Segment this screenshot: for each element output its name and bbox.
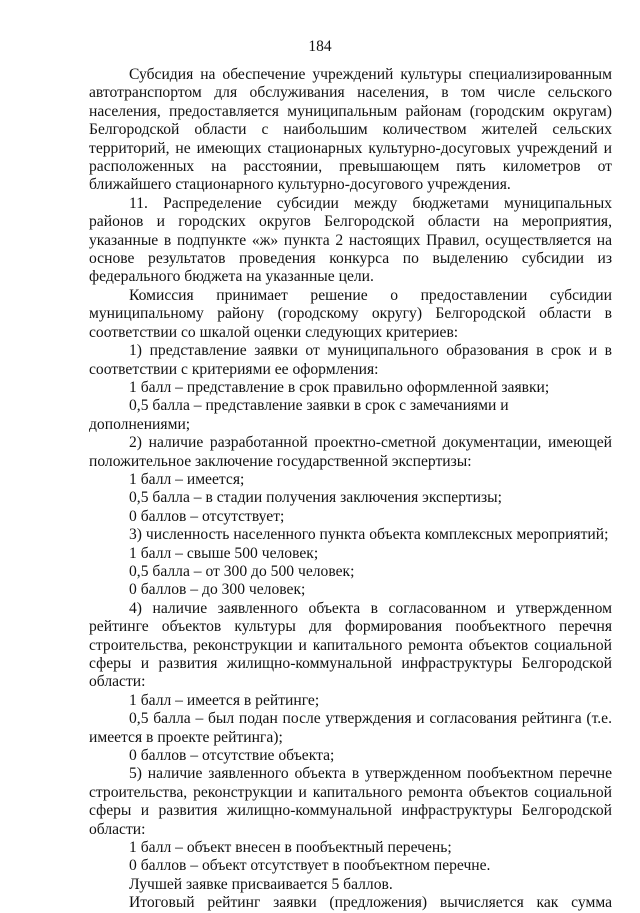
criterion-4-score-0-5: 0,5 балла – был подан после утверждения и согласования рейтинга (т.е. имеется в проекте рейтинга); (89, 710, 612, 746)
criterion-2-score-1: 1 балл – имеется; (129, 470, 245, 488)
criterion-2-heading: 2) наличие разработанной проектно-сметной документации, имеющей положительное заключение государственной экспертизы: (89, 434, 612, 470)
paragraph-subsidy-transport: Субсидия на обеспечение учреждений культуры специализированным автотранспортом для обслуживания населения, в том числе сельского населения, предоставляется муниципальным районам (городским округам) Белгородской области с наибольшим количеством жителей сельских территорий, не имеющих стационарных культурно-досуговых учреждений и расположенных на расстоянии, превышающем пять километров от ближайшего стационарного культурно-досугового учреждения. (89, 66, 612, 194)
criterion-3-heading: 3) численность населенного пункта объекта комплексных мероприятий; (129, 526, 609, 544)
final-rating-paragraph: Итоговый рейтинг заявки (предложения) вычисляется как сумма (129, 894, 612, 912)
criterion-3-score-0-5: 0,5 балла – от 300 до 500 человек; (129, 562, 355, 580)
paragraph-commission-decision: Комиссия принимает решение о предоставлении субсидии муниципальному району (городскому округу) Белгородской области в соответствии со шкалой оценки следующих критериев: (89, 286, 612, 341)
criterion-5-heading: 5) наличие заявленного объекта в утвержденном пообъектном перечне строительства, реконструкции и капитального ремонта объектов социальной сферы и развития жилищно-коммунальной инфраструктуры Белгородской области: (89, 765, 612, 838)
criterion-5-score-0: 0 баллов – объект отсутствует в пообъектном перечне. (129, 857, 491, 875)
criterion-4-score-1: 1 балл – имеется в рейтинге; (129, 691, 320, 709)
criterion-1-score-1: 1 балл – представление в срок правильно оформленной заявки; (129, 378, 550, 396)
criterion-3-score-0: 0 баллов – до 300 человек; (129, 581, 306, 599)
paragraph-item-11: 11. Распределение субсидии между бюджетами муниципальных районов и городских округов Белгородской области на мероприятия, указанные в подпункте «ж» пункта 2 настоящих Правил, осуществляется на основе результатов проведения конкурса по выделению субсидии из федерального бюджета на указанные цели. (89, 194, 612, 286)
criterion-4-heading: 4) наличие заявленного объекта в согласованном и утвержденном рейтинге объектов культуры для формирования пообъектного перечня строительства, реконструкции и капитального ремонта объектов социальной сферы и развития жилищно-коммунальной инфраструктуры Белгородской области: (89, 599, 612, 691)
criterion-2-score-0: 0 баллов – отсутствует; (129, 507, 285, 525)
criterion-4-score-0: 0 баллов – отсутствие объекта; (129, 747, 335, 765)
criterion-1-heading: 1) представление заявки от муниципального образования в срок и в соответствии с критериями ее оформления: (89, 342, 612, 378)
page-number: 184 (308, 38, 332, 55)
criterion-1-score-0-5: 0,5 балла – представление заявки в срок с замечаниями и дополнениями; (89, 397, 509, 433)
best-application-note: Лучшей заявке присваивается 5 баллов. (129, 875, 393, 893)
criterion-2-score-0-5: 0,5 балла – в стадии получения заключения экспертизы; (129, 489, 502, 507)
body-text (89, 66, 612, 913)
criterion-5-score-1: 1 балл – объект внесен в пообъектный перечень; (129, 839, 452, 857)
criterion-3-score-1: 1 балл – свыше 500 человек; (129, 544, 319, 562)
